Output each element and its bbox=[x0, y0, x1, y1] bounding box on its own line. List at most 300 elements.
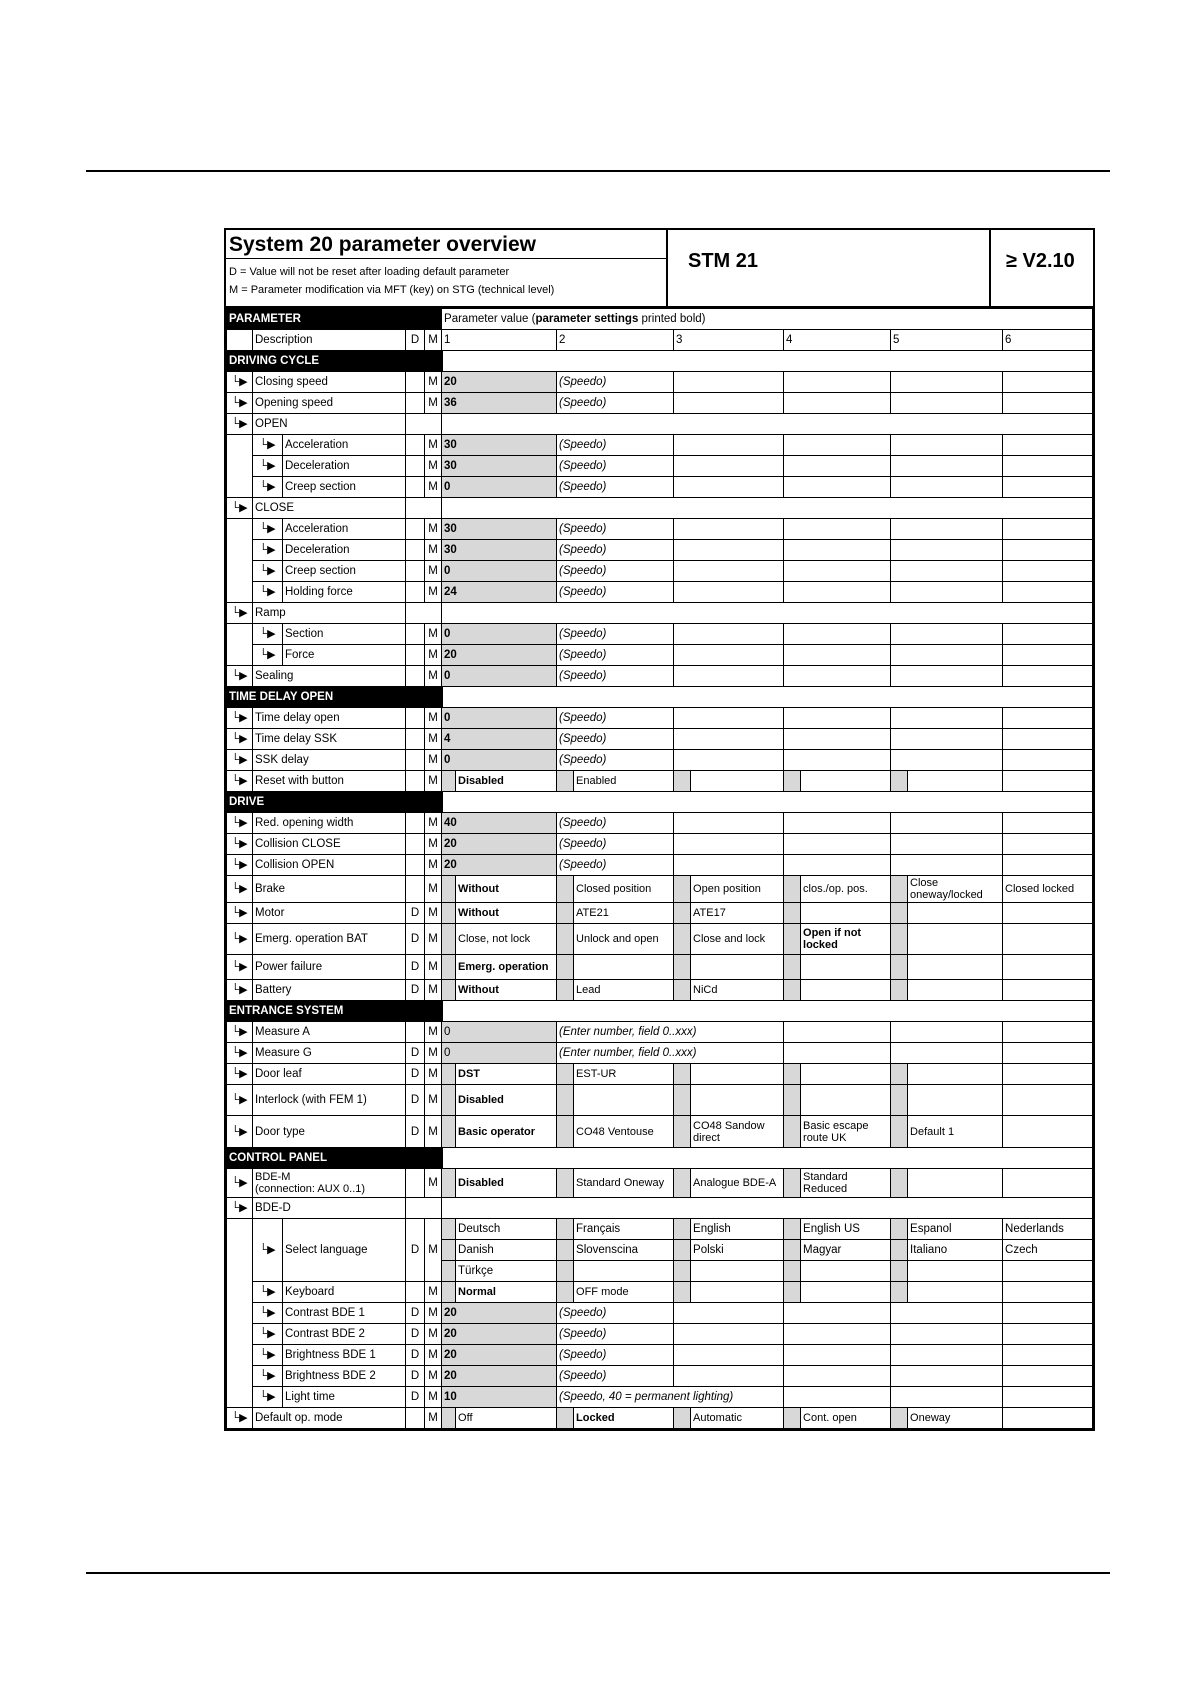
parameter-label: Collision OPEN bbox=[253, 855, 406, 876]
m-flag: M bbox=[425, 666, 442, 687]
language-option: Türkçe bbox=[456, 1261, 557, 1282]
indent-arrow: └▶ bbox=[227, 372, 253, 393]
param-row-sealing bbox=[227, 666, 1093, 687]
indent-arrow: └▶ bbox=[227, 414, 253, 435]
default-value: 0 bbox=[442, 561, 557, 582]
default-value: 30 bbox=[442, 435, 557, 456]
d-flag: D bbox=[406, 1303, 425, 1324]
indent-arrow: └▶ bbox=[227, 666, 253, 687]
language-option: Deutsch bbox=[456, 1219, 557, 1240]
option-5: Default 1 bbox=[908, 1116, 1003, 1148]
col-6: 6 bbox=[1003, 330, 1093, 351]
default-value: 20 bbox=[442, 1303, 557, 1324]
m-flag: M bbox=[425, 1043, 442, 1064]
option-4-empty bbox=[784, 1303, 891, 1324]
option-4-marker bbox=[784, 1282, 801, 1303]
section-control_panel bbox=[227, 1148, 1093, 1169]
option-3-marker bbox=[674, 876, 691, 903]
value-remark: (Speedo) bbox=[557, 561, 674, 582]
param-row-keyboard bbox=[227, 1282, 1093, 1303]
indent-arrow: └▶ bbox=[227, 1022, 253, 1043]
option-1-marker bbox=[442, 1085, 456, 1116]
values-blank bbox=[442, 414, 1093, 435]
option-1: Without bbox=[456, 903, 557, 924]
param-row-close_deceleration bbox=[227, 540, 1093, 561]
option-5-marker bbox=[891, 924, 908, 955]
value-remark: (Speedo) bbox=[557, 813, 674, 834]
option-1-marker bbox=[442, 924, 456, 955]
indent-arrow: └▶ bbox=[253, 519, 283, 540]
option-5 bbox=[908, 1085, 1003, 1116]
option-4-empty bbox=[784, 393, 891, 414]
option-2: EST-UR bbox=[574, 1064, 674, 1085]
d-flag: D bbox=[406, 924, 425, 955]
value-remark: (Speedo) bbox=[557, 1303, 674, 1324]
indent-arrow: └▶ bbox=[253, 1345, 283, 1366]
m-flag: M bbox=[425, 519, 442, 540]
d-flag: D bbox=[406, 1324, 425, 1345]
param-row-close_holding bbox=[227, 582, 1093, 603]
option-4-empty bbox=[784, 750, 891, 771]
option-6-empty bbox=[1003, 456, 1093, 477]
group-row-ramp bbox=[227, 603, 1093, 624]
indent-space bbox=[227, 561, 253, 582]
d-flag bbox=[406, 729, 425, 750]
option-5-empty bbox=[891, 1387, 1003, 1408]
option-6-empty bbox=[1003, 561, 1093, 582]
default-value: 40 bbox=[442, 813, 557, 834]
sheet-title: System 20 parameter overview bbox=[226, 230, 666, 259]
value-remark: (Speedo) bbox=[557, 1366, 674, 1387]
language-marker bbox=[674, 1240, 691, 1261]
option-6-empty bbox=[1003, 477, 1093, 498]
option-2-marker bbox=[557, 1064, 574, 1085]
option-6-empty bbox=[1003, 435, 1093, 456]
group-row-open bbox=[227, 414, 1093, 435]
section-heading: DRIVE bbox=[227, 792, 442, 813]
option-5-empty bbox=[891, 561, 1003, 582]
indent-space bbox=[227, 645, 253, 666]
param-row-bde_m bbox=[227, 1169, 1093, 1198]
group-label: Ramp bbox=[253, 603, 406, 624]
parameter-label: Light time bbox=[283, 1387, 406, 1408]
language-marker bbox=[442, 1240, 456, 1261]
language-option bbox=[691, 1261, 784, 1282]
value-remark: (Speedo) bbox=[557, 645, 674, 666]
m-flag: M bbox=[425, 771, 442, 792]
option-4 bbox=[801, 771, 891, 792]
parameter-label: Holding force bbox=[283, 582, 406, 603]
option-3-empty bbox=[674, 1366, 784, 1387]
option-6-empty bbox=[1003, 582, 1093, 603]
indent-arrow: └▶ bbox=[253, 1324, 283, 1345]
param-row-time_delay_ssk bbox=[227, 729, 1093, 750]
values-blank bbox=[442, 1198, 1093, 1219]
parameter-label: Deceleration bbox=[283, 540, 406, 561]
param-row-motor bbox=[227, 903, 1093, 924]
option-1: Without bbox=[456, 876, 557, 903]
indent-arrow: └▶ bbox=[227, 498, 253, 519]
m-flag: M bbox=[425, 955, 442, 980]
indent-arrow: └▶ bbox=[227, 1169, 253, 1198]
d-flag: D bbox=[406, 980, 425, 1001]
option-6 bbox=[1003, 1408, 1093, 1429]
value-remark: (Enter number, field 0..xxx) bbox=[557, 1043, 784, 1064]
indent-space bbox=[227, 477, 253, 498]
d-flag: D bbox=[406, 1116, 425, 1148]
option-5-marker bbox=[891, 1169, 908, 1198]
option-1: Normal bbox=[456, 1282, 557, 1303]
bottom-rule bbox=[86, 1572, 1110, 1574]
param-row-brightness_1 bbox=[227, 1345, 1093, 1366]
value-remark: (Speedo) bbox=[557, 729, 674, 750]
d-flag bbox=[406, 813, 425, 834]
section-empty bbox=[442, 792, 1093, 813]
param-row-emerg_bat bbox=[227, 924, 1093, 955]
blank bbox=[227, 330, 253, 351]
option-3-empty bbox=[674, 1345, 784, 1366]
d-flag bbox=[406, 771, 425, 792]
option-1: Disabled bbox=[456, 771, 557, 792]
d-flag bbox=[406, 1282, 425, 1303]
option-4-empty bbox=[784, 519, 891, 540]
option-3-marker bbox=[674, 980, 691, 1001]
m-flag: M bbox=[425, 729, 442, 750]
option-6-empty bbox=[1003, 624, 1093, 645]
indent-arrow: └▶ bbox=[227, 876, 253, 903]
option-6-empty bbox=[1003, 750, 1093, 771]
m-flag: M bbox=[425, 1085, 442, 1116]
option-2: Locked bbox=[574, 1408, 674, 1429]
option-1-marker bbox=[442, 1116, 456, 1148]
d-flag: D bbox=[406, 1043, 425, 1064]
m-flag: M bbox=[425, 393, 442, 414]
indent-arrow: └▶ bbox=[253, 624, 283, 645]
m-flag: M bbox=[425, 1345, 442, 1366]
m-flag: M bbox=[425, 1408, 442, 1429]
m-flag: M bbox=[425, 1064, 442, 1085]
default-value: 20 bbox=[442, 645, 557, 666]
top-rule bbox=[86, 170, 1110, 172]
option-3-marker bbox=[674, 903, 691, 924]
option-4-marker bbox=[784, 903, 801, 924]
indent-space bbox=[227, 456, 253, 477]
indent-arrow: └▶ bbox=[253, 456, 283, 477]
option-1-marker bbox=[442, 876, 456, 903]
default-value: 20 bbox=[442, 372, 557, 393]
option-6 bbox=[1003, 771, 1093, 792]
section-heading: TIME DELAY OPEN bbox=[227, 687, 442, 708]
param-row-red_opening bbox=[227, 813, 1093, 834]
col-5: 5 bbox=[891, 330, 1003, 351]
option-1: Emerg. operation bbox=[456, 955, 557, 980]
indent-arrow: └▶ bbox=[253, 1366, 283, 1387]
option-3 bbox=[691, 1085, 784, 1116]
option-2: ATE21 bbox=[574, 903, 674, 924]
option-6-empty bbox=[1003, 813, 1093, 834]
indent-arrow: └▶ bbox=[227, 955, 253, 980]
parameter-label: Acceleration bbox=[283, 519, 406, 540]
option-3-marker bbox=[674, 955, 691, 980]
indent-arrow: └▶ bbox=[227, 603, 253, 624]
option-5-empty bbox=[891, 1303, 1003, 1324]
indent-space bbox=[227, 624, 253, 645]
indent-arrow: └▶ bbox=[253, 1219, 283, 1282]
option-5-empty bbox=[891, 834, 1003, 855]
option-3-empty bbox=[674, 519, 784, 540]
value-remark: (Speedo) bbox=[557, 435, 674, 456]
option-3-empty bbox=[674, 855, 784, 876]
default-value: 20 bbox=[442, 834, 557, 855]
parameter-table bbox=[226, 308, 1093, 1429]
option-6 bbox=[1003, 903, 1093, 924]
indent-space bbox=[227, 1219, 253, 1282]
default-value: 20 bbox=[442, 1366, 557, 1387]
option-5-empty bbox=[891, 582, 1003, 603]
parameter-label: SSK delay bbox=[253, 750, 406, 771]
param-row-interlock bbox=[227, 1085, 1093, 1116]
m-flag: M bbox=[425, 1116, 442, 1148]
parameter-label: Interlock (with FEM 1) bbox=[253, 1085, 406, 1116]
option-4-empty bbox=[784, 729, 891, 750]
option-3-marker bbox=[674, 1116, 691, 1148]
option-3-empty bbox=[674, 750, 784, 771]
option-5-marker bbox=[891, 1282, 908, 1303]
param-row-ssk_delay bbox=[227, 750, 1093, 771]
m-flag: M bbox=[425, 561, 442, 582]
option-4-empty bbox=[784, 1022, 891, 1043]
option-5-empty bbox=[891, 393, 1003, 414]
d-flag: D bbox=[406, 1345, 425, 1366]
d-flag: D bbox=[406, 1366, 425, 1387]
param-row-closing_speed bbox=[227, 372, 1093, 393]
param-row-door_type bbox=[227, 1116, 1093, 1148]
value-remark: (Speedo) bbox=[557, 372, 674, 393]
param-row-default_mode bbox=[227, 1408, 1093, 1429]
option-4-empty bbox=[784, 645, 891, 666]
option-3-empty bbox=[674, 708, 784, 729]
language-marker bbox=[557, 1240, 574, 1261]
col-description: Description bbox=[253, 330, 406, 351]
option-3 bbox=[691, 1064, 784, 1085]
indent-space bbox=[227, 1303, 253, 1324]
option-3: NiCd bbox=[691, 980, 784, 1001]
option-5 bbox=[908, 955, 1003, 980]
indent-arrow: └▶ bbox=[227, 1198, 253, 1219]
d-flag bbox=[406, 540, 425, 561]
d-flag bbox=[406, 1022, 425, 1043]
option-6 bbox=[1003, 955, 1093, 980]
default-value: 0 bbox=[442, 624, 557, 645]
indent-arrow: └▶ bbox=[227, 1043, 253, 1064]
option-4-empty bbox=[784, 561, 891, 582]
option-3-marker bbox=[674, 1169, 691, 1198]
option-6-empty bbox=[1003, 834, 1093, 855]
language-option bbox=[801, 1261, 891, 1282]
option-4: Open if not locked bbox=[801, 924, 891, 955]
value-remark: (Speedo) bbox=[557, 624, 674, 645]
option-2-marker bbox=[557, 1408, 574, 1429]
language-option: Czech bbox=[1003, 1240, 1093, 1261]
option-6 bbox=[1003, 1116, 1093, 1148]
parameter-label: Time delay SSK bbox=[253, 729, 406, 750]
option-2-marker bbox=[557, 924, 574, 955]
dm-blank bbox=[406, 498, 442, 519]
value-remark: (Speedo, 40 = permanent lighting) bbox=[557, 1387, 784, 1408]
default-value: 24 bbox=[442, 582, 557, 603]
param-row-ramp_force bbox=[227, 645, 1093, 666]
parameter-label: Time delay open bbox=[253, 708, 406, 729]
option-3-empty bbox=[674, 666, 784, 687]
option-6 bbox=[1003, 924, 1093, 955]
bde-m-connection: (connection: AUX 0..1) bbox=[255, 1183, 366, 1195]
option-3-empty bbox=[674, 540, 784, 561]
option-3-marker bbox=[674, 1064, 691, 1085]
parameter-label: Section bbox=[283, 624, 406, 645]
option-6-empty bbox=[1003, 1324, 1093, 1345]
m-flag: M bbox=[425, 645, 442, 666]
m-flag: M bbox=[425, 456, 442, 477]
option-4: clos./op. pos. bbox=[801, 876, 891, 903]
param-row-door_leaf bbox=[227, 1064, 1093, 1085]
default-value: 20 bbox=[442, 1324, 557, 1345]
parameter-label: Measure A bbox=[253, 1022, 406, 1043]
option-3-empty bbox=[674, 1324, 784, 1345]
option-1-marker bbox=[442, 955, 456, 980]
option-3-empty bbox=[674, 372, 784, 393]
option-2-marker bbox=[557, 771, 574, 792]
indent-space bbox=[227, 435, 253, 456]
option-5-empty bbox=[891, 456, 1003, 477]
parameter-label: Battery bbox=[253, 980, 406, 1001]
option-6-empty bbox=[1003, 1345, 1093, 1366]
m-flag: M bbox=[425, 813, 442, 834]
language-marker bbox=[442, 1219, 456, 1240]
option-2-marker bbox=[557, 1116, 574, 1148]
section-driving_cycle bbox=[227, 351, 1093, 372]
d-flag bbox=[406, 582, 425, 603]
option-1: Without bbox=[456, 980, 557, 1001]
m-flag: M bbox=[425, 903, 442, 924]
option-5-empty bbox=[891, 729, 1003, 750]
option-1-marker bbox=[442, 1169, 456, 1198]
version-label: ≥ V2.10 bbox=[1006, 250, 1075, 272]
option-4 bbox=[801, 903, 891, 924]
value-heading-text: printed bold) bbox=[638, 313, 706, 325]
param-row-measure_g bbox=[227, 1043, 1093, 1064]
param-row-brake bbox=[227, 876, 1093, 903]
indent-arrow: └▶ bbox=[227, 1064, 253, 1085]
option-5-empty bbox=[891, 813, 1003, 834]
value-remark: (Speedo) bbox=[557, 855, 674, 876]
language-marker bbox=[674, 1219, 691, 1240]
language-marker bbox=[784, 1219, 801, 1240]
indent-arrow: └▶ bbox=[227, 771, 253, 792]
d-flag bbox=[406, 666, 425, 687]
option-4: Standard Reduced bbox=[801, 1169, 891, 1198]
option-3: ATE17 bbox=[691, 903, 784, 924]
m-flag: M bbox=[425, 750, 442, 771]
d-flag bbox=[406, 1169, 425, 1198]
parameter-label: Creep section bbox=[283, 561, 406, 582]
option-6-empty bbox=[1003, 708, 1093, 729]
m-flag: M bbox=[425, 1303, 442, 1324]
indent-space bbox=[227, 519, 253, 540]
option-6 bbox=[1003, 980, 1093, 1001]
d-flag bbox=[406, 645, 425, 666]
indent-space bbox=[227, 1282, 253, 1303]
section-drive bbox=[227, 792, 1093, 813]
default-value: 20 bbox=[442, 1345, 557, 1366]
d-flag: D bbox=[406, 1387, 425, 1408]
param-row-contrast_2 bbox=[227, 1324, 1093, 1345]
option-5-empty bbox=[891, 435, 1003, 456]
language-marker bbox=[442, 1261, 456, 1282]
values-blank bbox=[442, 603, 1093, 624]
option-1-marker bbox=[442, 1408, 456, 1429]
m-flag: M bbox=[425, 435, 442, 456]
option-2-marker bbox=[557, 1085, 574, 1116]
dm-blank bbox=[406, 1198, 442, 1219]
option-4-marker bbox=[784, 924, 801, 955]
option-4-empty bbox=[784, 1387, 891, 1408]
d-flag bbox=[406, 624, 425, 645]
m-flag: M bbox=[425, 1387, 442, 1408]
option-6-empty bbox=[1003, 393, 1093, 414]
option-3: Analogue BDE-A bbox=[691, 1169, 784, 1198]
option-5-marker bbox=[891, 903, 908, 924]
option-4-empty bbox=[784, 540, 891, 561]
option-3-marker bbox=[674, 1085, 691, 1116]
param-row-open_deceleration bbox=[227, 456, 1093, 477]
option-1: DST bbox=[456, 1064, 557, 1085]
parameter-label: Force bbox=[283, 645, 406, 666]
language-marker bbox=[784, 1261, 801, 1282]
option-6-empty bbox=[1003, 645, 1093, 666]
param-row-collision_close bbox=[227, 834, 1093, 855]
option-5-marker bbox=[891, 980, 908, 1001]
option-5 bbox=[908, 903, 1003, 924]
value-remark: (Speedo) bbox=[557, 456, 674, 477]
option-2: Enabled bbox=[574, 771, 674, 792]
values-blank bbox=[442, 498, 1093, 519]
option-5 bbox=[908, 1169, 1003, 1198]
option-3-empty bbox=[674, 624, 784, 645]
parameter-label: Contrast BDE 2 bbox=[283, 1324, 406, 1345]
d-flag bbox=[406, 834, 425, 855]
option-1: Disabled bbox=[456, 1085, 557, 1116]
language-marker bbox=[891, 1219, 908, 1240]
default-value: 0 bbox=[442, 750, 557, 771]
indent-arrow: └▶ bbox=[253, 645, 283, 666]
option-4-empty bbox=[784, 666, 891, 687]
option-6-empty bbox=[1003, 519, 1093, 540]
option-5-marker bbox=[891, 1085, 908, 1116]
option-1-marker bbox=[442, 771, 456, 792]
option-3-empty bbox=[674, 582, 784, 603]
option-3-empty bbox=[674, 561, 784, 582]
option-5 bbox=[908, 1282, 1003, 1303]
language-marker bbox=[891, 1261, 908, 1282]
option-5 bbox=[908, 924, 1003, 955]
option-5-empty bbox=[891, 1043, 1003, 1064]
m-flag: M bbox=[425, 708, 442, 729]
default-value: 4 bbox=[442, 729, 557, 750]
indent-arrow: └▶ bbox=[253, 582, 283, 603]
column-heading-row bbox=[227, 330, 1093, 351]
parameter-label: Select language bbox=[283, 1219, 406, 1282]
value-remark: (Speedo) bbox=[557, 582, 674, 603]
